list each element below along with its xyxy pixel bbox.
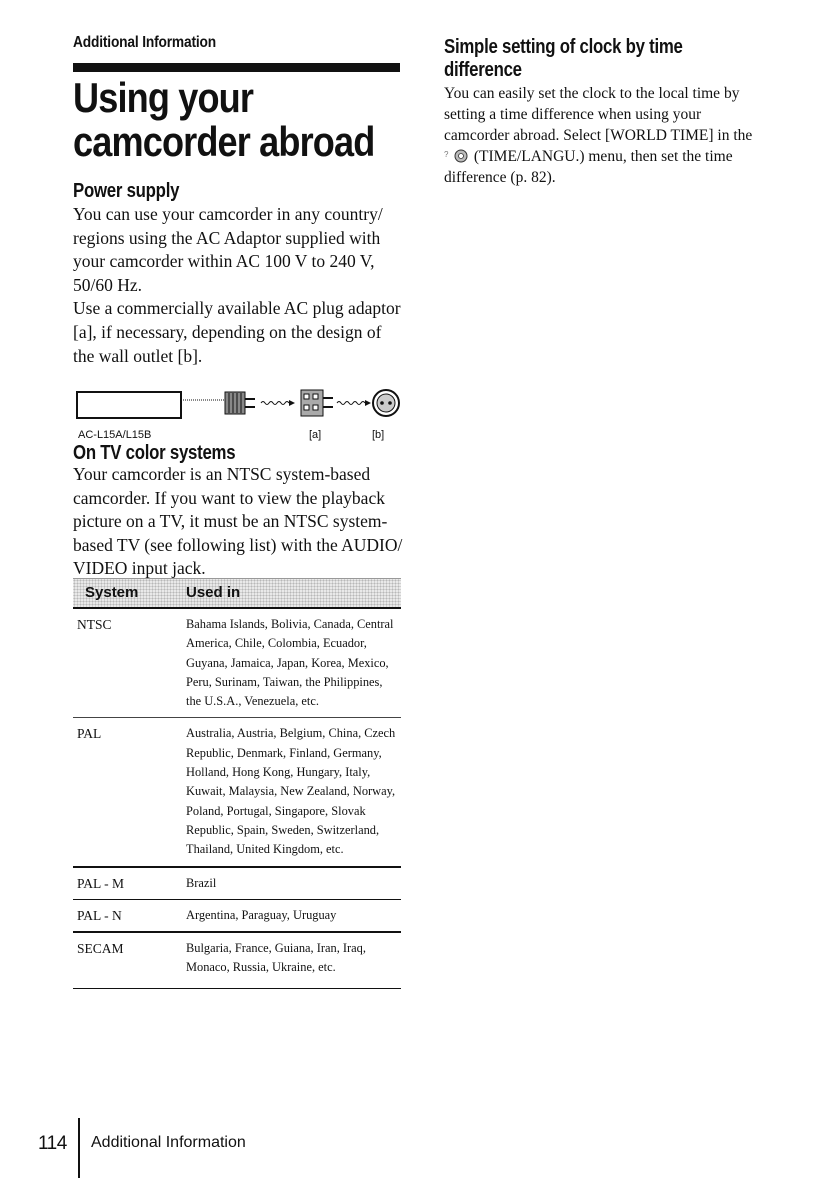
footer-divider — [78, 1118, 80, 1178]
ac-adaptor-icon — [77, 392, 225, 418]
table-row — [73, 868, 401, 900]
page-title: Using your camcorder abroad — [73, 74, 375, 165]
title-rule — [73, 63, 400, 72]
diagram-label-a: [a] — [309, 429, 322, 441]
tv-systems-paragraph: Your camcorder is an NTSC system-based camcorder. If you want to view the playback picture on a TV, it must be an NTSC system-based TV (see following list) with the AUDIO/ VIDEO input jack. — [73, 464, 403, 579]
page-number: 114 — [38, 1133, 67, 1154]
section-label: Additional Information — [73, 34, 216, 51]
clock-text-before: You can easily set the clock to the local time by setting a time difference when using your camcorder abroad. Select [WORLD TIME] in the — [444, 85, 753, 144]
arrow-icon — [261, 400, 295, 406]
arrow-icon — [337, 400, 371, 406]
used-in-cell: Argentina, Paraguay, Uruguay — [186, 907, 337, 922]
power-supply-body — [73, 203, 405, 368]
system-cell: PAL - N — [77, 907, 122, 923]
time-langu-icon — [444, 149, 470, 163]
wall-outlet-icon — [373, 390, 399, 416]
plug-adaptor-diagram — [75, 380, 405, 426]
power-supply-paragraph-1: You can use your camcorder in any country/ regions using the AC Adaptor supplied with your camcorder within AC 100 V to 240 V, 50/60 Hz. — [73, 204, 383, 295]
table-row — [73, 718, 401, 867]
system-cell: PAL - M — [77, 875, 125, 891]
column-header-used-in: Used in — [186, 584, 241, 601]
system-cell: SECAM — [77, 941, 124, 957]
table-header — [73, 578, 401, 609]
used-in-cell: Bahama Islands, Bolivia, Canada, Central America, Chile, Colombia, Ecuador, Guyana, Jamaica, Japan, Korea, Mexico, Peru, Surinam, Taiwan, the Philippines, the U.S.A., Venezuela, etc. — [186, 617, 394, 709]
column-header-system: System — [85, 584, 139, 601]
used-in-cell: Brazil — [186, 875, 217, 890]
svg-text:?: ? — [444, 150, 449, 159]
diagram-label-b: [b] — [372, 429, 385, 441]
power-plug-icon — [225, 392, 255, 414]
table-row — [73, 900, 401, 933]
adaptor-model-label: AC-L15A/L15B — [78, 429, 152, 441]
tv-systems-table — [73, 578, 401, 989]
system-cell: NTSC — [77, 617, 112, 632]
table-row — [73, 609, 401, 718]
tv-systems-heading: On TV color systems — [73, 442, 236, 464]
table-row — [73, 933, 401, 989]
clock-heading: Simple setting of clock by time difference — [444, 36, 683, 81]
power-supply-heading: Power supply — [73, 180, 180, 202]
used-in-cell: Australia, Austria, Belgium, China, Czech Republic, Denmark, Finland, Germany, Holland, Hong Kong, Hungary, Italy, Kuwait, Malaysia, New Zealand, Norway, Poland, Portugal, Singapore, Slovak Republic, Spain, Sweden, Switzerland, Thailand, United Kingdom, etc. — [186, 726, 396, 857]
footer-section-label: Additional Information — [91, 1134, 246, 1151]
used-in-cell: Bulgaria, France, Guiana, Iran, Iraq, Monaco, Russia, Ukraine, etc. — [186, 941, 366, 975]
clock-paragraph — [444, 83, 768, 188]
plug-adaptor-icon — [301, 390, 333, 416]
clock-text-after: (TIME/LANGU.) menu, then set the time difference (p. 82). — [444, 148, 733, 186]
system-cell: PAL — [77, 726, 102, 742]
power-supply-paragraph-2: Use a commercially available AC plug adaptor [a], if necessary, depending on the design of the wall outlet [b]. — [73, 298, 401, 366]
